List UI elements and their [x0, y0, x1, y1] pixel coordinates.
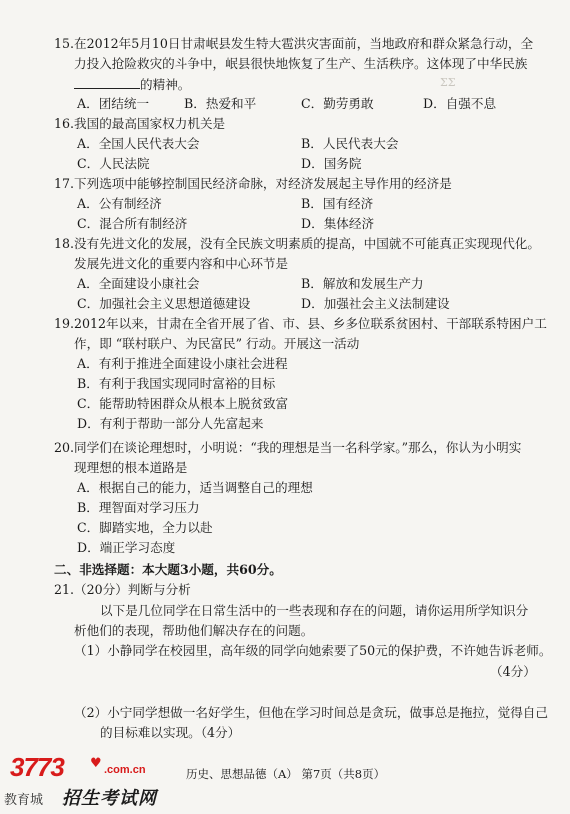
q20-line2: 现理想的根本道路是: [74, 460, 188, 475]
q19-option-d: D．有利于帮助一部分人先富起来: [77, 416, 264, 431]
q18-option-b: B．解放和发展生产力: [301, 276, 424, 291]
q17-option-d: D．集体经济: [301, 216, 375, 231]
q18-number: 18.: [54, 236, 75, 251]
q17-option-c: C．混合所有制经济: [77, 216, 188, 231]
answer-blank: [74, 76, 140, 89]
q17-option-a: A．公有制经济: [77, 196, 162, 211]
q21-item1-text: （1）小静同学在校园里，高年级的同学向她索要了50元的保护费，不许她告诉老师。: [74, 643, 552, 658]
q21-item1-score: （4分）: [490, 664, 536, 679]
q20-line1: 同学们在谈论理想时，小明说：“我的理想是当一名科学家。”那么，你认为小明实: [74, 440, 522, 455]
q19-line1: 2012年以来，甘肃在全省开展了省、市、县、乡多位联系贫困村、干部联系特困户工: [74, 316, 547, 331]
q21-intro-line1: 以下是几位同学在日常生活中的一些表现和存在的问题，请你运用所学知识分: [100, 603, 529, 618]
q19-option-c: C．能帮助特困群众从根本上脱贫致富: [77, 396, 289, 411]
q15-option-d: D．自强不息: [423, 96, 497, 111]
q18-line2: 发展先进文化的重要内容和中心环节是: [74, 256, 289, 271]
q17-option-b: B．国有经济: [301, 196, 374, 211]
site-logo-domain: .com.cn: [104, 764, 146, 776]
q20-option-c: C．脚踏实地，全力以赴: [77, 520, 213, 535]
q16-option-a: A．全国人民代表大会: [77, 136, 200, 151]
q18-option-a: A．全面建设小康社会: [77, 276, 200, 291]
q15-option-b: B．热爱和平: [184, 96, 257, 111]
section-heading: 二、非选择题：本大题3小题，共60分。: [54, 562, 282, 577]
q20-option-a: A．根据自己的能力，适当调整自己的理想: [77, 480, 313, 495]
q17-stem: 下列选项中能够控制国民经济命脉，对经济发展起主导作用的经济是: [74, 176, 452, 191]
q20-number: 20.: [54, 440, 75, 455]
q21-item2-line2: 的目标难以实现。（4分）: [100, 725, 241, 740]
q16-option-d: D．国务院: [301, 156, 362, 171]
q15-option-a: A．团结统一: [77, 96, 150, 111]
q15-line2: 力投入抢险救灾的斗争中，岷县很快地恢复了生产、生活秩序。这体现了中华民族: [74, 56, 528, 71]
q19-option-a: A．有利于推进全面建设小康社会进程: [77, 356, 288, 371]
q18-line1: 没有先进文化的发展，没有全民族文明素质的提高，中国就不可能真正实现现代化。: [74, 236, 540, 251]
q17-number: 17.: [54, 176, 75, 191]
q20-option-d: D．端正学习态度: [77, 540, 176, 555]
q19-number: 19.: [54, 316, 75, 331]
watermark-right: 招生考试网: [62, 788, 157, 809]
q19-option-b: B．有利于我国实现同时富裕的目标: [77, 376, 276, 391]
q15-line3: [74, 76, 190, 93]
q21-number: 21.: [54, 582, 75, 597]
site-logo: 3773: [10, 752, 64, 782]
q15-number: 15.: [54, 36, 75, 51]
q21-intro-line2: 析他们的表现，帮助他们解决存在的问题。: [74, 623, 314, 638]
q18-option-d: D．加强社会主义法制建设: [301, 296, 450, 311]
q15-line3-suffix: 的精神。: [140, 77, 191, 92]
q20-option-b: B．理智面对学习压力: [77, 500, 200, 515]
q16-number: 16.: [54, 116, 75, 131]
q16-stem: 我国的最高国家权力机关是: [74, 116, 226, 131]
q15-line1: 在2012年5月10日甘肃岷县发生特大雹洪灾害面前，当地政府和群众紧急行动，全: [74, 36, 534, 51]
q21-header: （20分）判断与分析: [74, 582, 191, 597]
q19-line2: 作，即 “联村联户、为民富民” 行动。开展这一活动: [74, 336, 360, 351]
q21-item2-line1: （2）小宁同学想做一名好学生，但他在学习时间总是贪玩，做事总是拖拉，觉得自己: [74, 705, 548, 720]
q16-option-b: B．人民代表大会: [301, 136, 399, 151]
watermark-left: 教育城: [4, 792, 44, 807]
page-footer: 历史、思想品德（A） 第7页（共8页）: [186, 767, 386, 781]
q18-option-c: C．加强社会主义思想道德建设: [77, 296, 251, 311]
q16-option-c: C．人民法院: [77, 156, 150, 171]
bleed-through-text: ΣΣ: [440, 76, 456, 89]
heart-icon: ♥: [90, 756, 102, 771]
q15-option-c: C．勤劳勇敢: [301, 96, 374, 111]
